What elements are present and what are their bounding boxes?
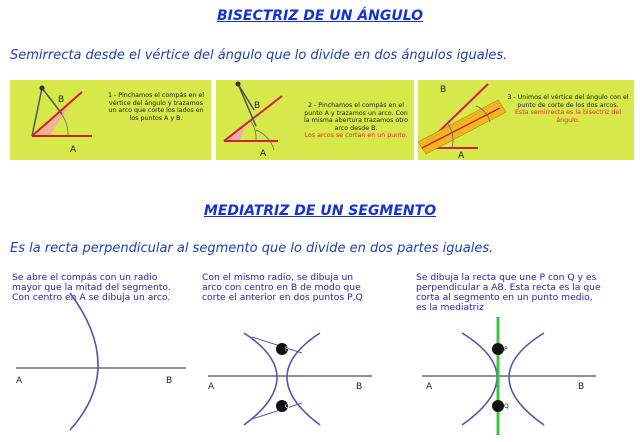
mediatriz-3-label-q: Q <box>504 403 509 410</box>
bisectriz-2-label-a: A <box>260 149 267 159</box>
mediatriz-2-label-p: P <box>285 346 289 353</box>
mediatriz-step-2-panel <box>198 265 406 435</box>
bisectriz-3-label-b: B <box>440 85 447 95</box>
mediatriz-step-3-text: Se dibuja la recta que une P con Q y es perpendicular a AB. Esta recta es la que corta al segmento en un punto medio, es la mediatriz <box>416 272 601 313</box>
mediatriz-step-1-panel <box>8 265 194 435</box>
bisectriz-step-1-panel <box>10 80 211 160</box>
mediatriz-1-label-b: B <box>166 376 173 386</box>
mediatriz-definition: Es la recta perpendicular al segmento que lo divide en dos partes iguales. <box>10 241 494 256</box>
mediatriz-step-1-figure <box>8 265 194 435</box>
mediatriz-1-label-a: A <box>16 376 23 386</box>
mediatriz-step-1-text: Se abre el compás con un radio mayor que la mitad del segmento. Con centro en A se dibuja un arco. <box>12 272 171 303</box>
mediatriz-step-2-figure <box>198 265 406 435</box>
bisectriz-step-2-text: 2 - Pinchamos el compás en el punto A y trazamos un arco. Con la misma abertura trazamos otro arco desde B. <box>304 102 408 132</box>
bisectriz-definition: Semirrecta desde el vértice del ángulo que lo divide en dos ángulos iguales. <box>10 48 508 63</box>
mediatriz-2-label-a: A <box>208 382 215 392</box>
mediatriz-step-3-figure <box>412 265 634 435</box>
bisectriz-step-3-panel <box>418 80 634 160</box>
bisectriz-step-1-text: 1 - Pinchamos el compás en el vértice del ángulo y trazamos un arco que corte los lados en los puntos A y B. <box>108 92 204 122</box>
mediatriz-3-label-a: A <box>426 382 433 392</box>
bisectriz-1-label-a: A <box>70 145 77 155</box>
mediatriz-2-label-q: Q <box>285 403 290 410</box>
mediatriz-3-label-p: P <box>504 346 508 353</box>
bisectriz-step-3-note: Esta semirrecta es la bisectriz del ángulo. <box>514 109 622 124</box>
mediatriz-2-label-b: B <box>356 382 363 392</box>
bisectriz-step-2-note: Los arcos se cortan en un punto. <box>304 132 408 140</box>
bisectriz-3-label-a: A <box>458 151 465 160</box>
mediatriz-step-2-text: Con el mismo radio, se dibuja un arco con centro en B de modo que corte el anterior en dos puntos P,Q <box>202 272 363 303</box>
mediatriz-3-label-b: B <box>578 382 585 392</box>
bisectriz-step-2-panel <box>216 80 414 160</box>
bisectriz-1-label-b: B <box>58 95 65 105</box>
mediatriz-step-3-panel <box>412 265 634 435</box>
bisectriz-2-label-b: B <box>254 101 261 111</box>
mediatriz-title: MEDIATRIZ DE UN SEGMENTO <box>203 203 437 219</box>
mediatriz-3-point-p <box>492 343 504 355</box>
bisectriz-title: BISECTRIZ DE UN ÁNGULO <box>216 8 424 24</box>
mediatriz-3-point-q <box>492 400 504 412</box>
bisectriz-step-3-text: 3 - Unimos el vértice del ángulo con el punto de corte de los dos arcos. <box>507 94 629 109</box>
